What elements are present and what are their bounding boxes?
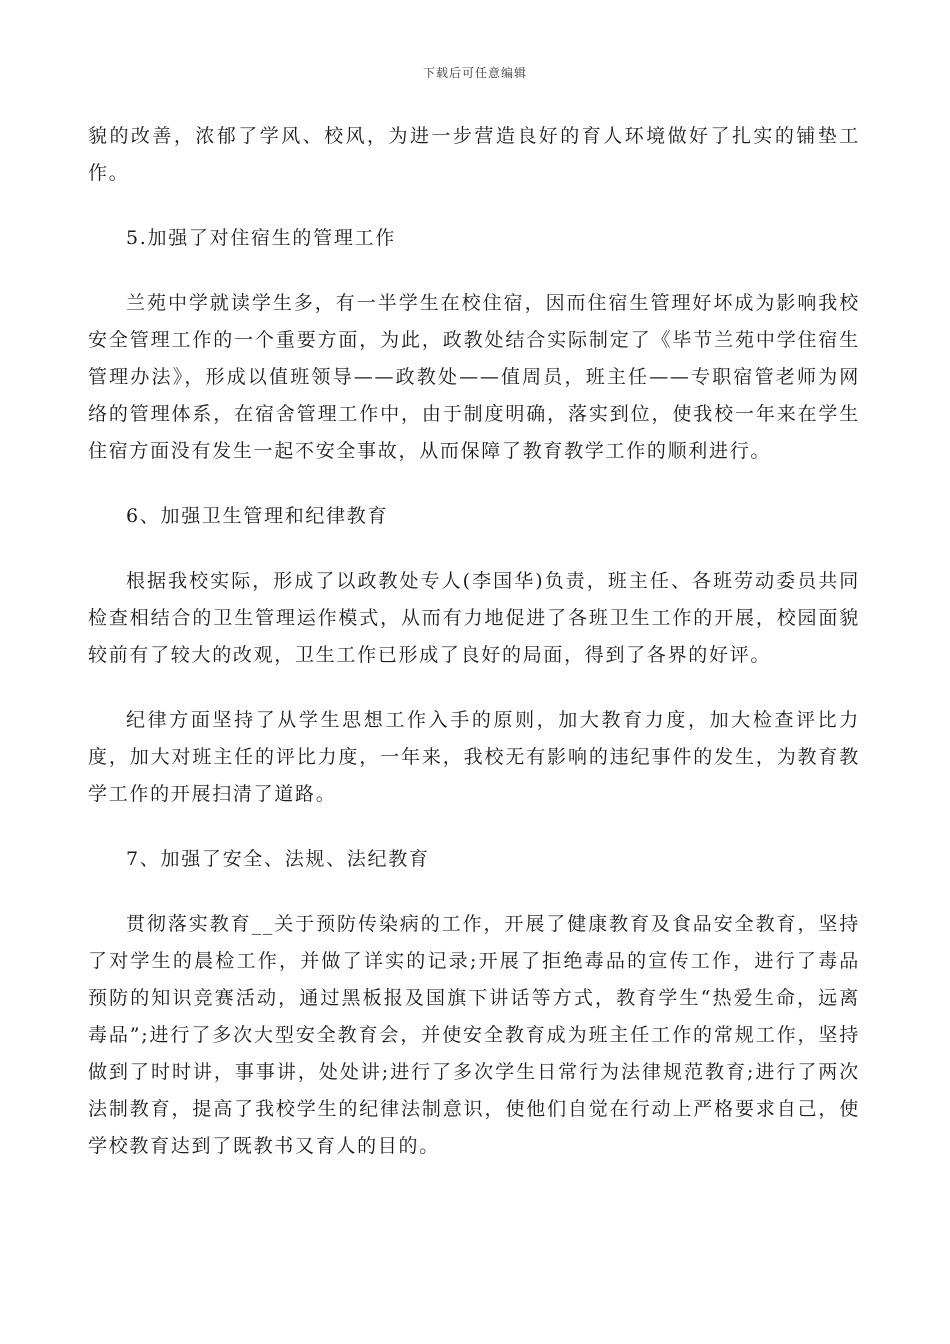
paragraph-section-6-discipline: 纪律方面坚持了从学生思想工作入手的原则，加大教育力度，加大检查评比力度，加大对班主任的评比力度，一年来，我校无有影响的违纪事件的发生，为教育教学工作的开展扫清了道路。 [88, 709, 860, 805]
page-header-watermark: 下载后可任意编辑 [422, 66, 527, 80]
paragraph-section-6-hygiene: 根据我校实际，形成了以政教处专人(李国华)负责，班主任、各班劳动委员共同检查相结合的卫生管理运作模式，从而有力地促进了各班卫生工作的开展，校园面貌较前有了较大的改观，卫生工作已形成了良好的局面，得到了各界的好评。 [88, 570, 860, 666]
section-heading-7: 7、加强了安全、法规、法纪教育 [126, 848, 430, 870]
document-body [88, 118, 860, 1193]
paragraph-section-7: 贯彻落实教育__关于预防传染病的工作，开展了健康教育及食品安全教育，坚持了对学生的晨检工作，并做了详实的记录;开展了拒绝毒品的宣传工作，进行了毒品预防的知识竞赛活动，通过黑板报及国旗下讲话等方式，教育学生“热爱生命，远离毒品”;进行了多次大型安全教育会，并使安全教育成为班主任工作的常规工作，坚持做到了时时讲，事事讲，处处讲;进行了多次学生日常行为法律规范教育;进行了两次法制教育，提高了我校学生的纪律法制意识，使他们自觉在行动上严格要求自己，使学校教育达到了既教书又育人的目的。 [88, 913, 860, 1157]
paragraph-intro: 貌的改善，浓郁了学风、校风，为进一步营造良好的育人环境做好了扎实的铺垫工作。 [88, 125, 860, 184]
section-heading-5: 5.加强了对住宿生的管理工作 [126, 227, 396, 249]
section-heading-6: 6、加强卫生管理和纪律教育 [126, 505, 389, 527]
paragraph-section-5: 兰苑中学就读学生多，有一半学生在校住宿，因而住宿生管理好坏成为影响我校安全管理工作的一个重要方面，为此，政教处结合实际制定了《毕节兰苑中学住宿生管理办法》，形成以值班领导——政教处——值周员，班主任——专职宿管老师为网络的管理体系，在宿舍管理工作中，由于制度明确，落实到位，使我校一年来在学生住宿方面没有发生一起不安全事故，从而保障了教育教学工作的顺利进行。 [88, 292, 860, 462]
